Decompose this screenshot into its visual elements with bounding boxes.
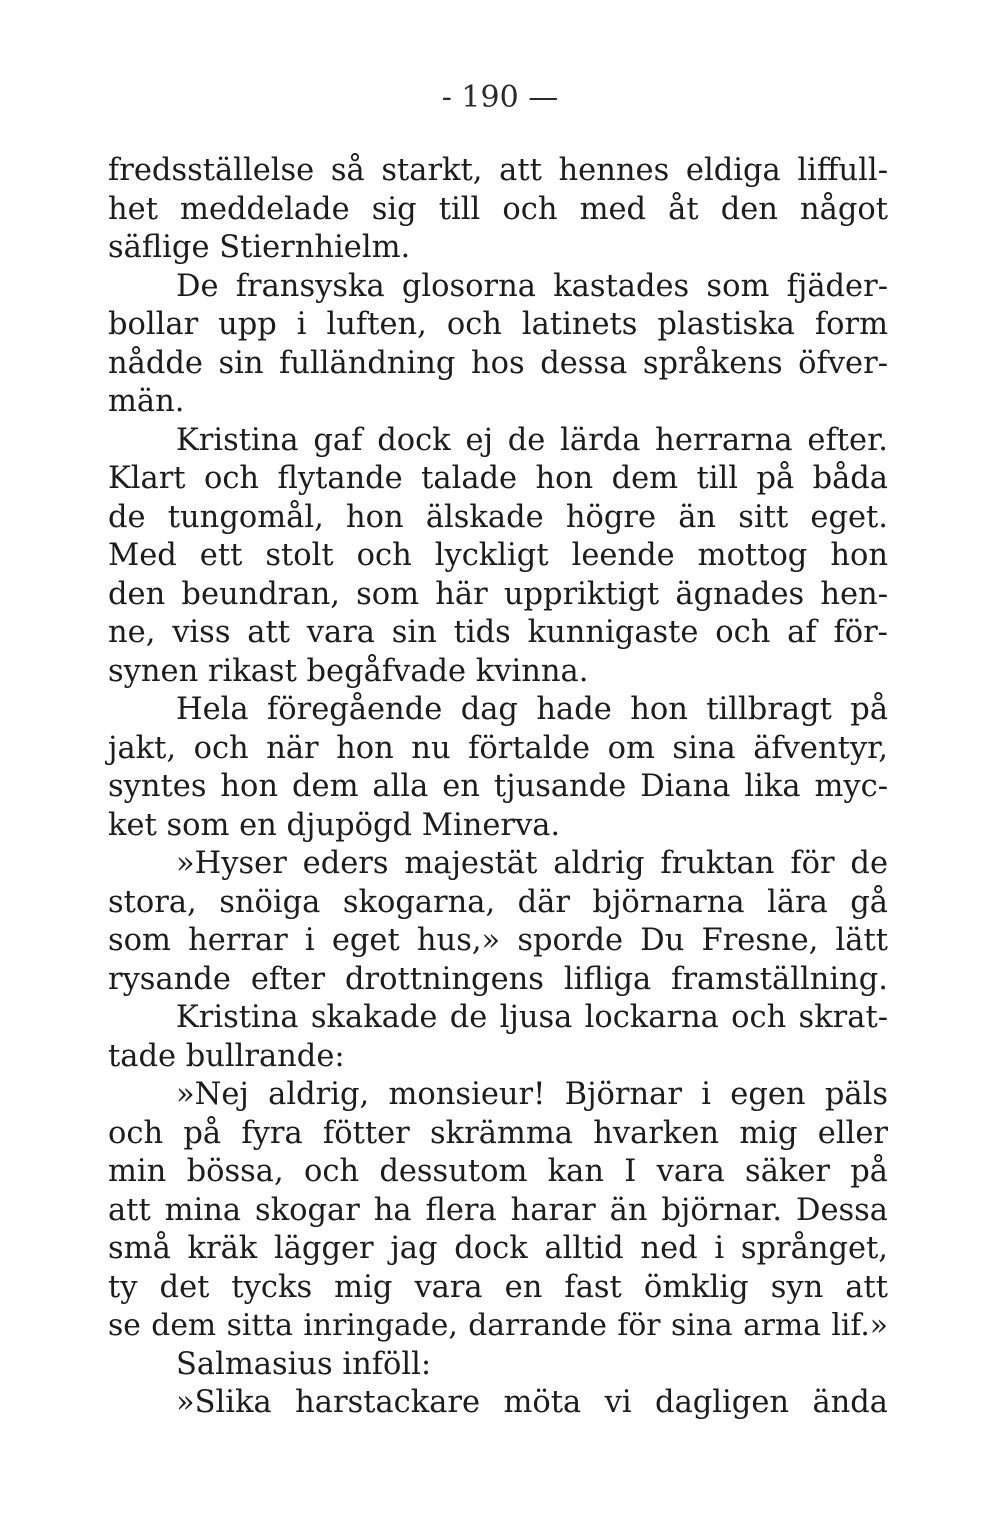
text-line: Klart och flytande talade hon dem till på båda <box>108 461 888 496</box>
text-line: män. <box>108 384 185 419</box>
text-line: säflige Stiernhielm. <box>108 230 411 265</box>
text-line: min bössa, och dessutom kan I vara säker på <box>108 1154 888 1189</box>
text-line: fredsställelse så starkt, att hennes eldiga liffull- <box>108 153 888 188</box>
text-line: att mina skogar ha flera harar än björnar. Dessa <box>108 1192 888 1228</box>
text-line: små kräk lägger jag dock alltid ned i språnget, <box>108 1231 888 1266</box>
text-line: Kristina skakade de ljusa lockarna och skrat- <box>176 1000 888 1035</box>
text-line: jakt, och när hon nu förtalde om sina äfventyr, <box>108 730 888 766</box>
text-line: Kristina gaf dock ej de lärda herrarna efter. <box>176 422 888 458</box>
text-line: se dem sitta inringade, darrande för sina arma lif.» <box>108 1308 888 1343</box>
text-line: ket som en djupögd Minerva. <box>108 807 561 843</box>
text-line: bollar upp i luften, och latinets plastiska form <box>108 307 888 342</box>
page-number: - 190 — <box>441 80 559 115</box>
text-line: De fransyska glosorna kastades som fjäder- <box>176 268 888 304</box>
text-line: stora, snöiga skogarna, där björnarna lära gå <box>108 884 888 920</box>
body-text <box>108 152 888 1423</box>
text-line: synen rikast begåfvade kvinna. <box>108 653 589 689</box>
text-line: ne, viss att vara sin tids kunnigaste och af för- <box>108 615 888 650</box>
text-line: som herrar i eget hus,» sporde Du Fresne, lätt <box>108 923 888 958</box>
text-line: »Slika harstackare möta vi dagligen ända <box>176 1385 888 1420</box>
text-line: och på fyra fötter skrämma hvarken mig eller <box>108 1115 888 1151</box>
text-line: nådde sin fulländning hos dessa språkens öfver- <box>108 345 888 381</box>
text-line: »Hyser eders majestät aldrig fruktan för de <box>176 846 888 881</box>
text-line: de tungomål, hon älskade högre än sitt eget. <box>108 499 888 535</box>
text-line: tade bullrande: <box>108 1038 345 1074</box>
text-line: rysande efter drottningens lifliga framställning. <box>108 961 888 997</box>
text-line: ty det tycks mig vara en fast ömklig syn att <box>108 1269 888 1305</box>
text-line: »Nej aldrig, monsieur! Björnar i egen päls <box>176 1077 888 1112</box>
text-line: Salmasius inföll: <box>176 1346 432 1382</box>
text-line: syntes hon dem alla en tjusande Diana lika myc- <box>108 769 888 804</box>
text-line: den beundran, som här uppriktigt ägnades hen- <box>108 576 888 612</box>
text-line: Hela föregående dag hade hon tillbragt på <box>176 692 888 727</box>
text-line: het meddelade sig till och med åt den något <box>108 191 888 227</box>
text-line: Med ett stolt och lyckligt leende mottog hon <box>108 538 888 573</box>
